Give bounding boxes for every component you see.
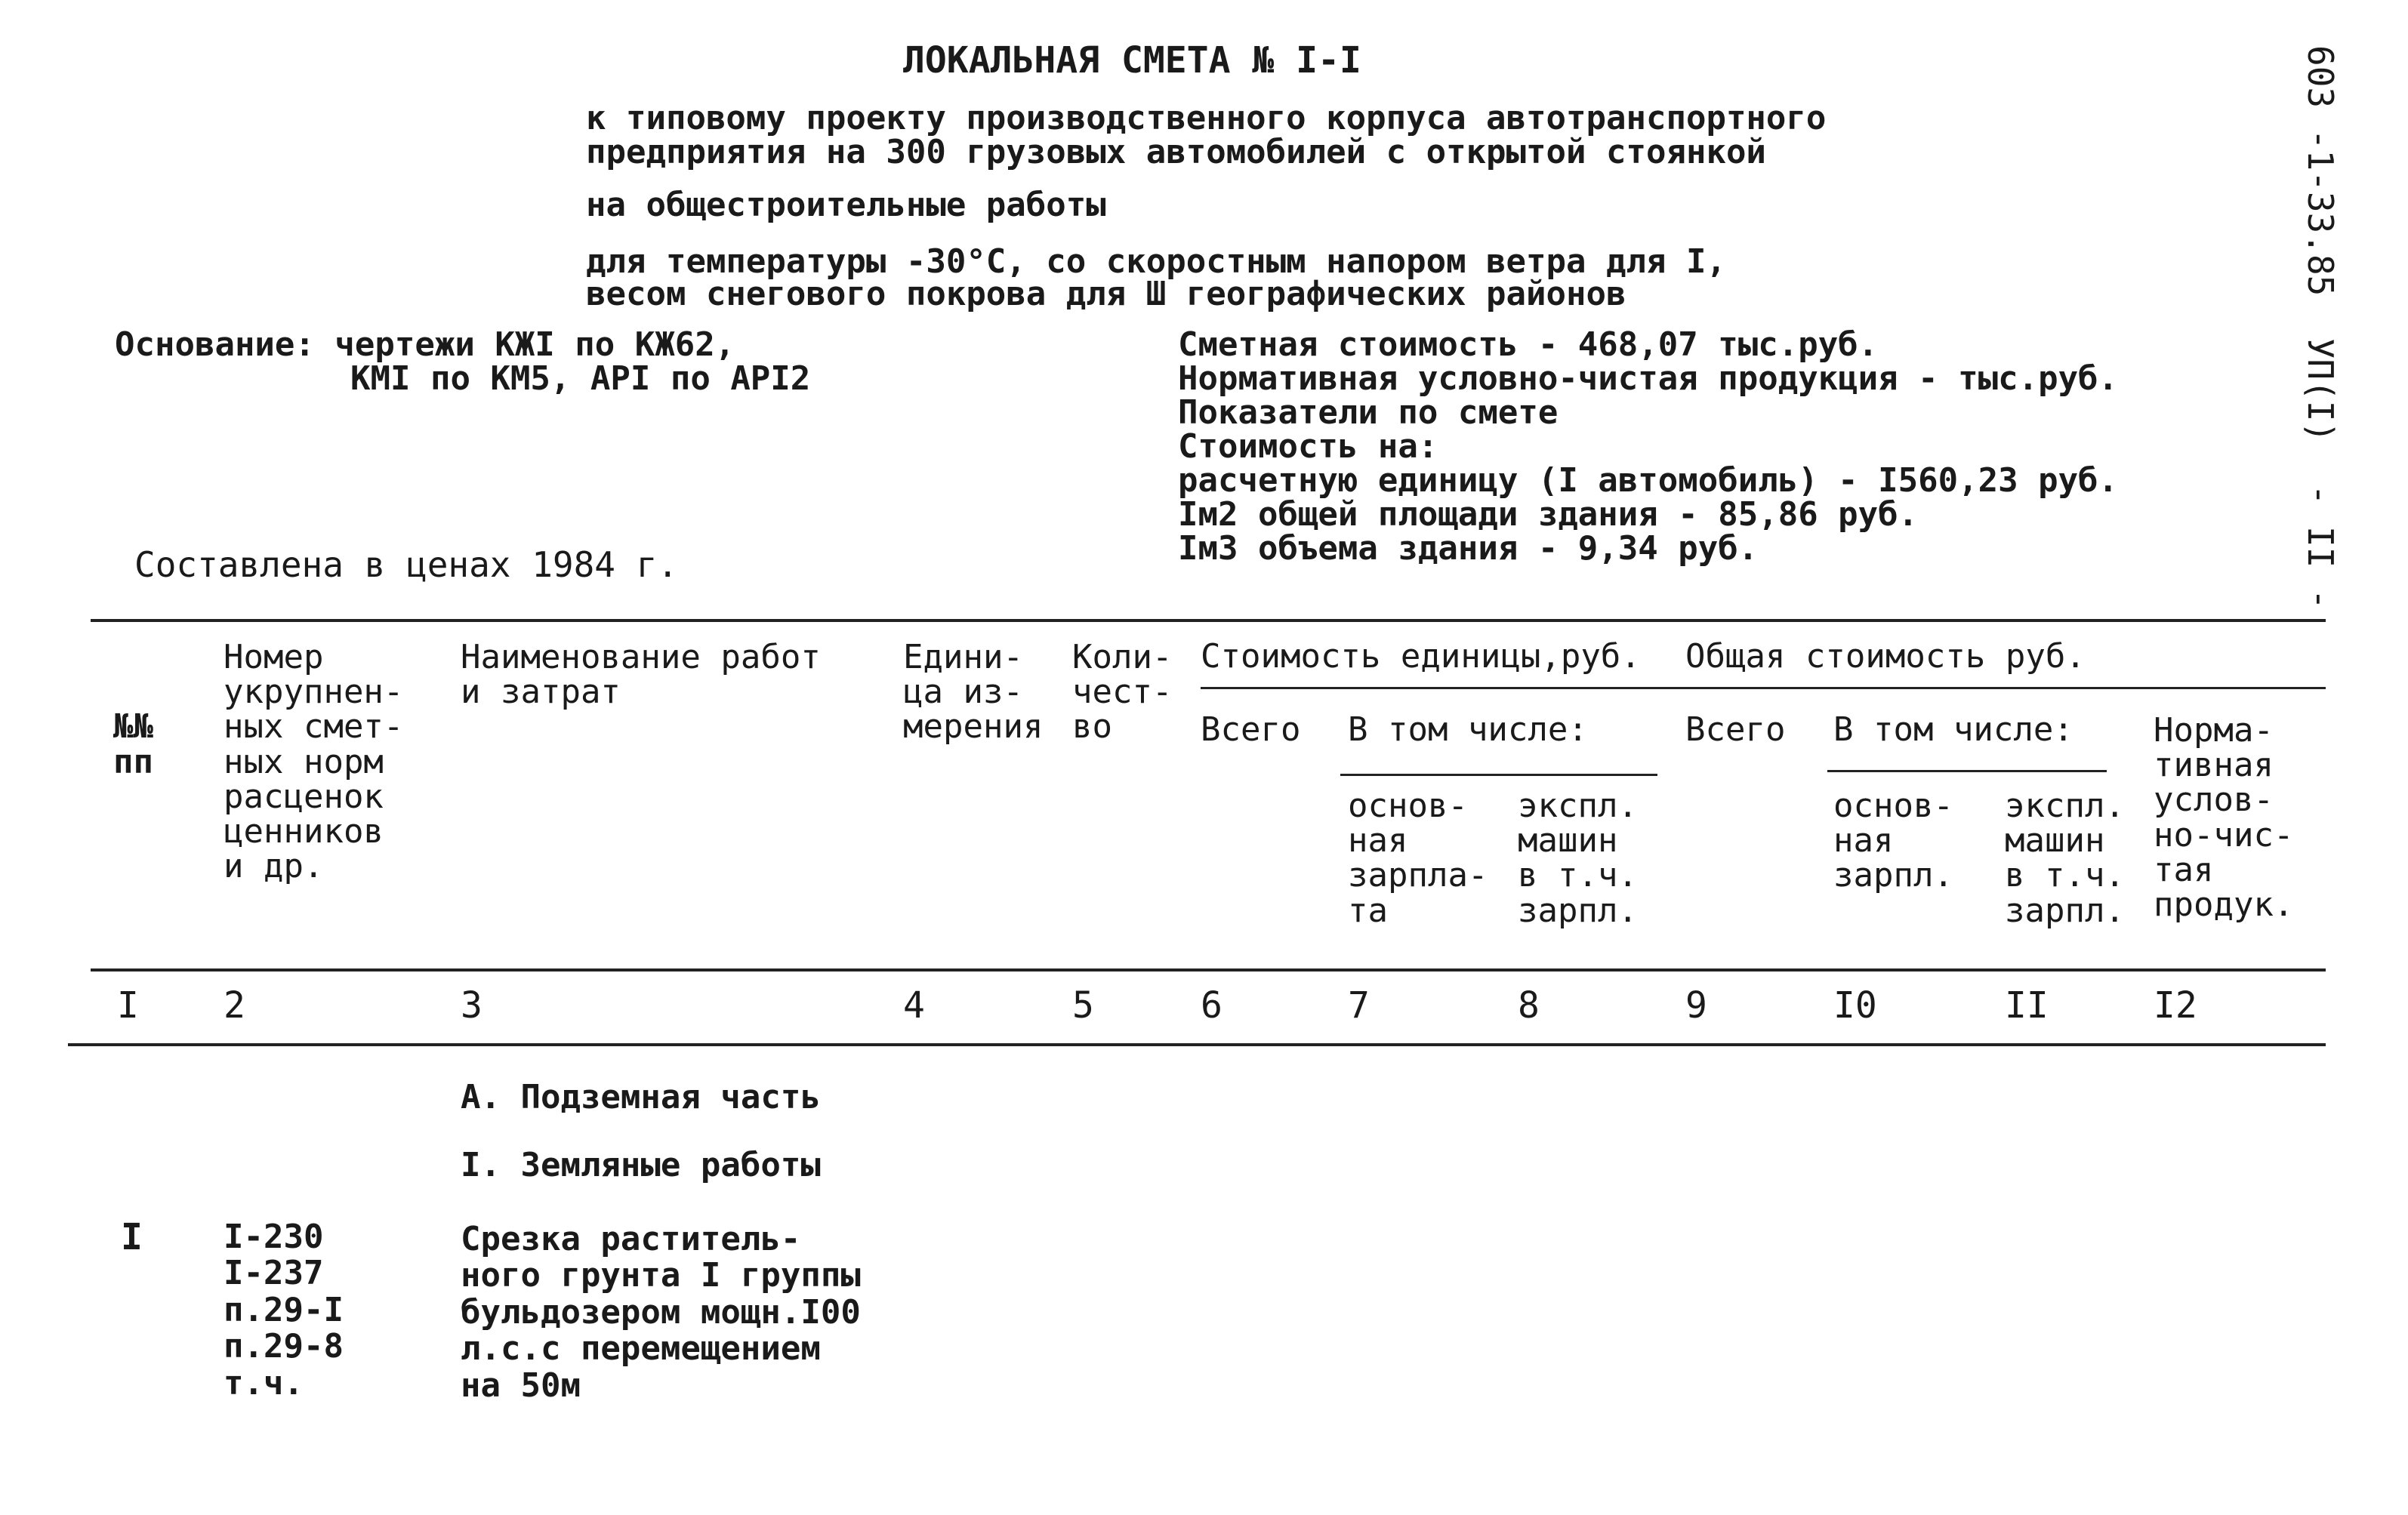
header-col5: Коли- чест- во: [1072, 638, 1173, 747]
colnum-5: 5: [1072, 984, 1094, 1027]
basis-line-1: Основание: чертежи КЖI по КЖ62,: [115, 325, 735, 364]
header-basic-wage-2: основ- ная зарпл.: [1833, 787, 1953, 895]
header-machines-1: экспл. машин в т.ч. зарпл.: [1518, 787, 1638, 930]
cost-per-m2: Iм2 общей площади здания - 85,86 руб.: [1178, 495, 1919, 534]
cost-on-label: Стоимость на:: [1178, 427, 1438, 466]
header-col4: Едини- ца из- мерения: [903, 638, 1044, 747]
row-1-code: I-230 I-237 п.29-I п.29-8 т.ч.: [224, 1218, 344, 1403]
incl1-underline: [1340, 774, 1657, 776]
header-basic-wage-1: основ- ная зарпла- та: [1348, 787, 1488, 930]
header-col2: Номер укрупнен- ных смет- ных норм расценок ценников и др.: [224, 638, 404, 886]
header-col1: №№ пп: [113, 707, 153, 781]
estimated-cost: Сметная стоимость - 468,07 тыс.руб.: [1178, 325, 1879, 364]
header-bottom-rule: [91, 968, 2326, 972]
document-title: ЛОКАЛЬНАЯ СМЕТА № I-I: [903, 39, 1361, 82]
indicators-label: Показатели по смете: [1178, 393, 1559, 432]
header-machines-2: экспл. машин в т.ч. зарпл.: [2005, 787, 2125, 930]
row-1-number: I: [121, 1216, 143, 1258]
subtitle-line-3: на общестроительные работы: [586, 186, 1106, 224]
colnum-9: 9: [1685, 984, 1707, 1027]
colnum-12: I2: [2154, 984, 2197, 1027]
colnum-7: 7: [1348, 984, 1370, 1027]
header-incl-2: В том числе:: [1833, 710, 2073, 749]
header-all-1: Всего: [1201, 710, 1301, 749]
header-unit-cost: Стоимость единицы,руб.: [1201, 637, 1641, 676]
colnum-1: I: [117, 984, 139, 1027]
colnum-6: 6: [1201, 984, 1222, 1027]
header-incl-1: В том числе:: [1348, 710, 1588, 749]
colnum-10: I0: [1833, 984, 1877, 1027]
row-1-name: Срезка раститель- ного грунта I группы бульдозером мощн.I00 л.с.с перемещением на 50м: [461, 1220, 861, 1405]
section-1-title: I. Земляные работы: [461, 1146, 821, 1184]
header-normative: Норма- тивная услов- но-чис- тая продук.: [2154, 711, 2294, 924]
colnum-4: 4: [903, 984, 925, 1027]
cost-per-m3: Iм3 объема здания - 9,34 руб.: [1178, 529, 1759, 568]
header-total-cost: Общая стоимость руб.: [1685, 637, 2086, 676]
subtitle-line-1: к типовому проекту производственного корпуса автотранспортного: [586, 99, 1827, 137]
colnum-11: II: [2005, 984, 2049, 1027]
colnum-2: 2: [224, 984, 245, 1027]
subtitle-line-5: весом снегового покрова для Ш географических районов: [586, 275, 1626, 313]
margin-code: 603 -1-33.85 УП(I) - II -: [2300, 45, 2341, 610]
header-all-2: Всего: [1685, 710, 1786, 749]
normative-product: Нормативная условно-чистая продукция - тыс.руб.: [1178, 359, 2119, 398]
basis-line-2: КМI по КМ5, АРI по АРI2: [350, 359, 811, 398]
compiled-note: Составлена в ценах 1984 г.: [134, 544, 679, 585]
table-top-rule: [91, 619, 2326, 622]
colnum-3: 3: [461, 984, 483, 1027]
cost-per-unit: расчетную единицу (I автомобиль) - I560,23 руб.: [1178, 461, 2119, 500]
header-col3: Наименование работ и затрат: [461, 638, 821, 712]
subtitle-line-4: для температуры -30°С, со скоростным напором ветра для I,: [586, 242, 1726, 281]
colnum-bottom-rule: [68, 1043, 2326, 1046]
colnum-8: 8: [1518, 984, 1540, 1027]
section-a-title: А. Подземная часть: [461, 1078, 821, 1116]
unit-cost-underline: [1201, 687, 2326, 689]
incl2-underline: [1827, 770, 2107, 772]
subtitle-line-2: предприятия на 300 грузовых автомобилей с открытой стоянкой: [586, 133, 1766, 171]
